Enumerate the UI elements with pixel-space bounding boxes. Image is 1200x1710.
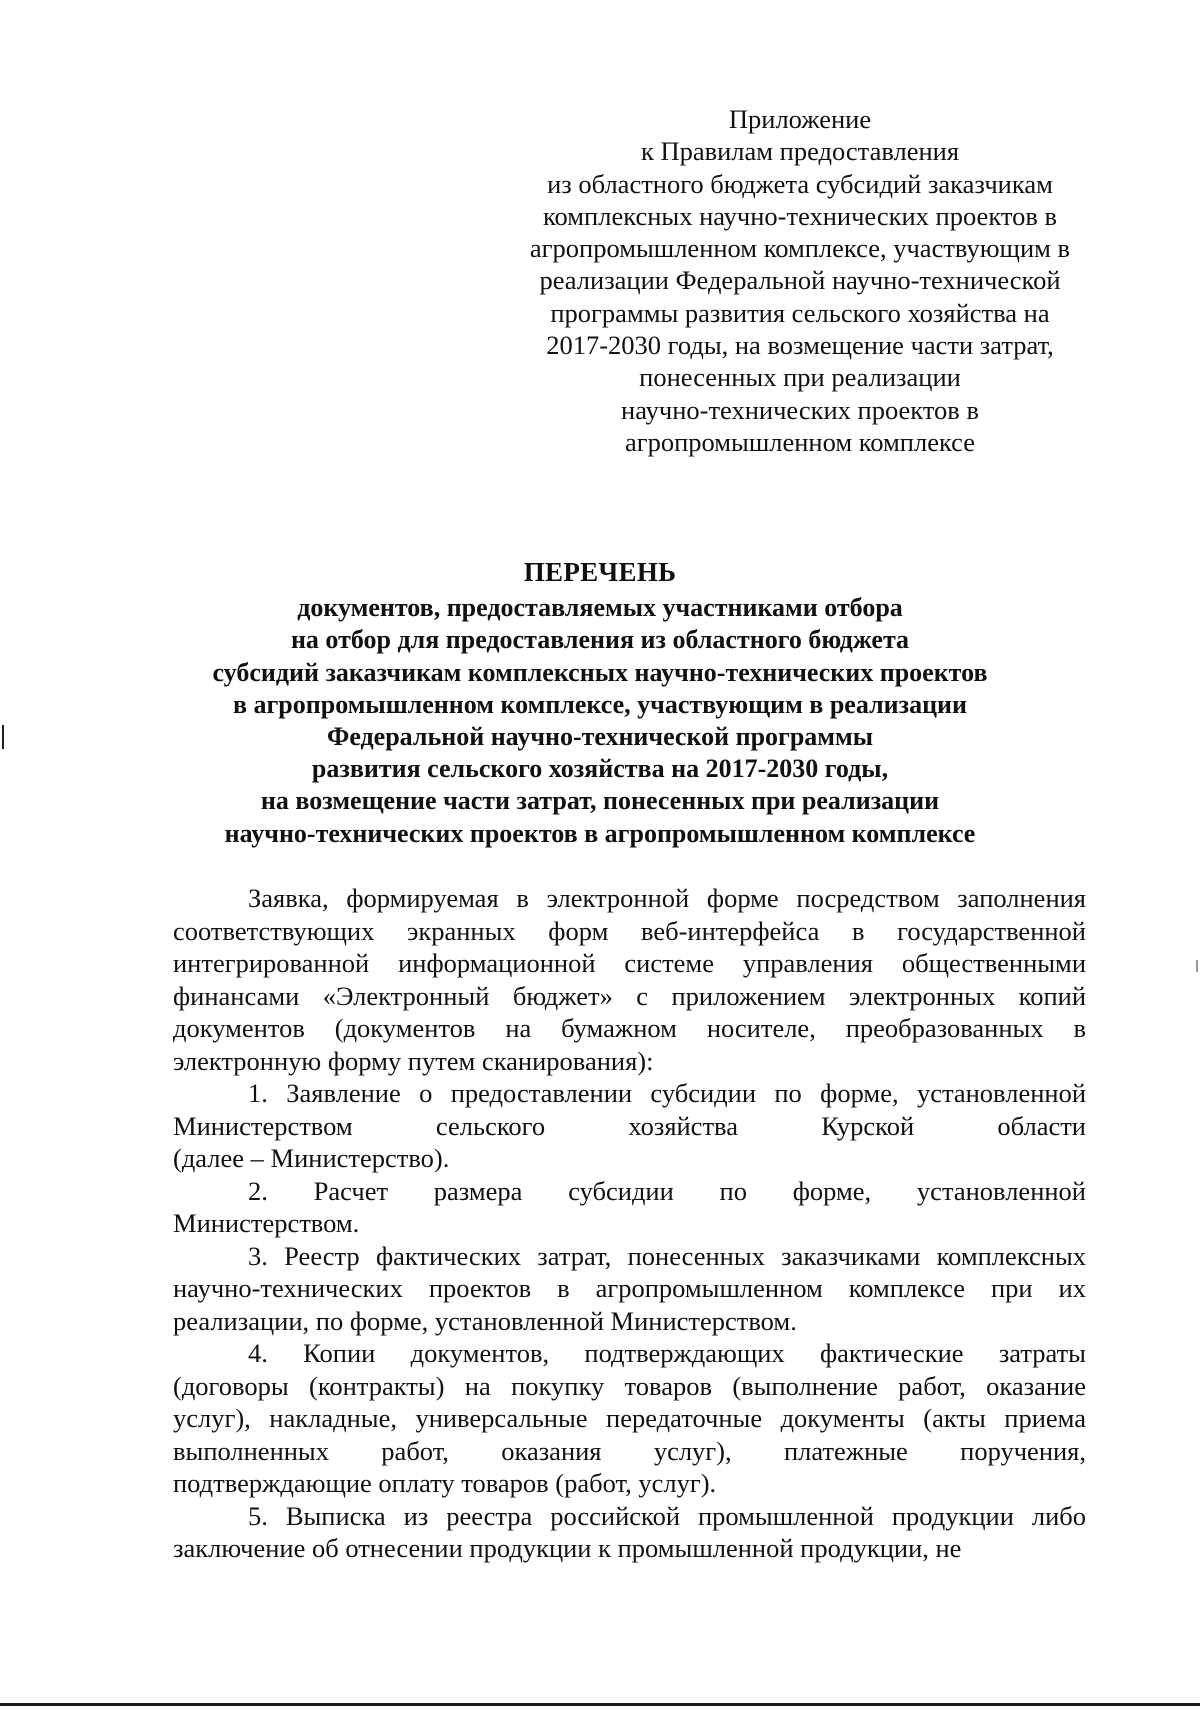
appendix-line: научно-технических проектов в xyxy=(621,394,979,425)
title-line: субсидий заказчикам комплексных научно-технических проектов xyxy=(212,657,988,687)
title-line: на отбор для предоставления из областного бюджета xyxy=(290,625,910,655)
title-heading: ПЕРЕЧЕНЬ xyxy=(523,557,677,587)
appendix-line: понесенных при реализации xyxy=(639,362,961,393)
title-line: в агропромышленном комплексе, участвующим в реализации xyxy=(232,689,968,719)
body-line: (договоры (контракты) на покупку товаров (выполнение работ, оказание xyxy=(173,1370,1086,1401)
body-line: электронную форму путем сканирования): xyxy=(173,1045,654,1076)
appendix-line: Приложение xyxy=(728,104,872,134)
body-line: выполненных работ, оказания услуг), платежные поручения, xyxy=(173,1435,1086,1466)
body-line: 4. Копии документов, подтверждающих фактические затраты xyxy=(248,1338,1086,1368)
scan-bottom-edge xyxy=(0,1703,1200,1706)
body-line: заключение об отнесении продукции к промышленной продукции, не xyxy=(173,1533,962,1563)
body-line: (далее – Министерство). xyxy=(173,1143,450,1173)
appendix-header xyxy=(470,103,1130,458)
body-line: соответствующих экранных форм веб-интерфейса в государственной xyxy=(173,915,1086,946)
body-line: научно-технических проектов в агропромышленном комплексе при их xyxy=(173,1273,1086,1303)
body-line: услуг), накладные, универсальные передаточные документы (акты приема xyxy=(173,1403,1086,1433)
scan-edge-mark xyxy=(1196,960,1198,972)
body-line: документов (документов на бумажном носителе, преобразованных в xyxy=(173,1013,1086,1043)
body-line: Министерством сельского хозяйства Курской области xyxy=(173,1110,1086,1141)
appendix-line: программы развития сельского хозяйства на xyxy=(550,297,1050,328)
document-body xyxy=(173,882,1086,1565)
body-paragraph xyxy=(173,1337,1086,1500)
appendix-line: агропромышленном комплексе xyxy=(624,426,976,457)
body-paragraph xyxy=(173,1500,1086,1565)
body-line: 5. Выписка из реестра российской промышленной продукции либо xyxy=(248,1500,1086,1531)
body-paragraph xyxy=(173,1175,1086,1240)
body-line: финансами «Электронный бюджет» с приложением электронных копий xyxy=(173,980,1086,1011)
body-line: 2. Расчет размера субсидии по форме, установленной xyxy=(248,1175,1086,1206)
title-line: документов, предоставляемых участниками отбора xyxy=(297,593,903,623)
body-line: 1. Заявление о предоставлении субсидии по форме, установленной xyxy=(248,1078,1086,1108)
body-paragraph xyxy=(173,1240,1086,1338)
title-line: развития сельского хозяйства на 2017-2030 годы, xyxy=(311,754,889,784)
appendix-line: к Правилам предоставления xyxy=(640,136,960,167)
scan-edge-mark xyxy=(2,725,4,749)
body-line: интегрированной информационной системе управления общественными xyxy=(173,948,1086,978)
appendix-line: реализации Федеральной научно-технической xyxy=(539,265,1061,296)
body-paragraph xyxy=(173,882,1086,1077)
body-paragraph xyxy=(173,1077,1086,1175)
body-line: 3. Реестр фактических затрат, понесенных заказчиками комплексных xyxy=(248,1240,1086,1271)
title-line: на возмещение части затрат, понесенных при реализации xyxy=(260,786,940,816)
title-line: Федеральной научно-технической программы xyxy=(326,722,874,752)
body-line: подтверждающие оплату товаров (работ, услуг). xyxy=(173,1468,717,1498)
body-line: Заявка, формируемая в электронной форме посредством заполнения xyxy=(248,883,1086,913)
title-line: научно-технических проектов в агропромышленном комплексе xyxy=(224,818,976,848)
document-title xyxy=(150,556,1050,850)
body-line: Министерством. xyxy=(173,1208,360,1238)
body-line: реализации, по форме, установленной Министерством. xyxy=(173,1305,797,1336)
appendix-line: агропромышленном комплексе, участвующим в xyxy=(529,233,1071,264)
appendix-line: комплексных научно-технических проектов в xyxy=(543,200,1057,231)
appendix-line: из областного бюджета субсидий заказчикам xyxy=(547,168,1053,199)
appendix-line: 2017-2030 годы, на возмещение части затрат, xyxy=(546,330,1054,361)
